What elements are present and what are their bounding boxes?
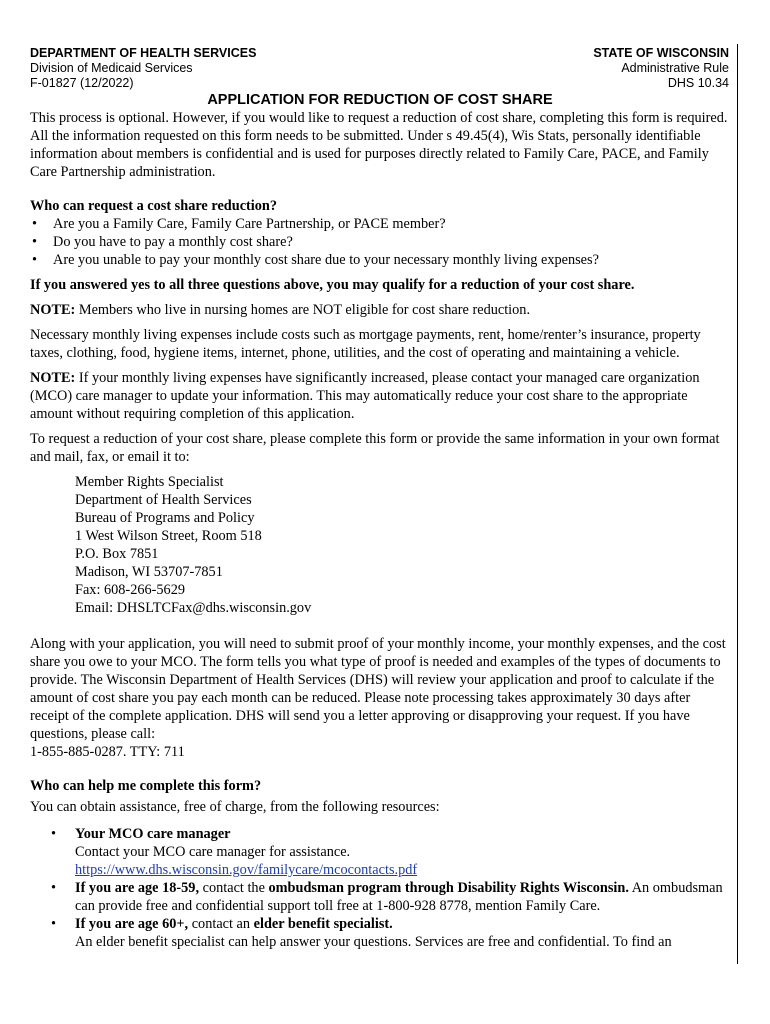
intro-paragraph: This process is optional. However, if you would like to request a reduction of cost share, completing this form is required. All the information requested on this form needs to be submitted. Under s 49.45(4), Wis Stats, personally identifiable information about members is confidential and is used for purposes directly related to Family Care, PACE, and Family Care Partnership administration. <box>30 110 728 180</box>
bullet-icon: • <box>32 216 38 232</box>
header-left <box>30 46 256 91</box>
list-item: • Are you unable to pay your monthly cost share due to your necessary monthly living expenses? <box>32 252 599 268</box>
bullet-icon: • <box>32 234 38 250</box>
bullet-icon: • <box>32 252 38 268</box>
help-intro: You can obtain assistance, free of charge, from the following resources: <box>30 799 440 815</box>
help-resources <box>30 825 730 951</box>
proof-paragraph: Along with your application, you will need to submit proof of your monthly income, your monthly expenses, and the cost share you owe to your MCO. The form tells you what type of proof is needed and examples of the types of documents to provide. The Wisconsin Department of Health Services (DHS) will review your application and proof to calculate if the amount of cost share you pay each month can be reduced. Please note processing takes approximately 30 days after receipt of the complete application. DHS will send you a letter approving or disapproving your request. If you have questions, please call: <box>30 636 726 742</box>
form-number: F-01827 (12/2022) <box>30 76 134 90</box>
list-item: • Are you a Family Care, Family Care Partnership, or PACE member? <box>32 216 446 232</box>
help-heading: Who can help me complete this form? <box>30 778 262 794</box>
document-body <box>30 109 730 951</box>
bullet-icon: • <box>51 880 57 896</box>
fax-number: Fax: 608-266-5629 <box>75 582 185 598</box>
division-name: Division of Medicaid Services <box>30 61 193 75</box>
resource-mco: • Your MCO care manager Contact your MCO care manager for assistance. https://www.dhs.wisconsin.gov/familycare/mcocontacts.pdf <box>51 826 418 878</box>
rule-label: Administrative Rule <box>621 61 729 75</box>
qualify-statement: If you answered yes to all three questions above, you may qualify for a reduction of your cost share. <box>30 277 635 293</box>
expenses-paragraph: Necessary monthly living expenses include costs such as mortgage payments, rent, home/renter’s insurance, property taxes, clothing, food, hygiene items, internet, phone, utilities, and the cost of operating and maintaining a vehicle. <box>30 327 701 361</box>
header-right <box>593 46 729 91</box>
note-nursing-homes: NOTE: Members who live in nursing homes are NOT eligible for cost share reduction. <box>30 302 531 318</box>
who-can-request-heading: Who can request a cost share reduction? <box>30 198 278 214</box>
list-item: • Do you have to pay a monthly cost share? <box>32 234 293 250</box>
phone-number: 1-855-885-0287. TTY: 711 <box>30 744 185 760</box>
bullet-icon: • <box>51 826 57 842</box>
email-address: Email: DHSLTCFax@dhs.wisconsin.gov <box>75 600 312 616</box>
eligibility-questions <box>30 215 730 269</box>
note-mco-update: NOTE: If your monthly living expenses have significantly increased, please contact your managed care organization (MCO) care manager to update your information. This may automatically reduce your cost share to the appropriate amount without requiring completion of this application. <box>30 370 700 422</box>
resource-elder: • If you are age 60+, contact an elder benefit specialist. An elder benefit specialist can help answer your questions. Services are free and confidential. To find an <box>51 916 672 950</box>
rule-number: DHS 10.34 <box>667 76 729 90</box>
mco-contacts-link[interactable]: https://www.dhs.wisconsin.gov/familycare/mcocontacts.pdf <box>75 862 418 878</box>
department-name: DEPARTMENT OF HEALTH SERVICES <box>30 46 257 60</box>
resource-ombudsman: • If you are age 18-59, contact the ombudsman program through Disability Rights Wisconsin. An ombudsman can provide free and confidential support toll free at 1-800-928 8778, mention Family Care. <box>51 880 723 914</box>
document-title: APPLICATION FOR REDUCTION OF COST SHARE <box>207 92 553 108</box>
request-paragraph: To request a reduction of your cost share, please complete this form or provide the same information in your own format and mail, fax, or email it to: <box>30 431 720 465</box>
mailing-address: Member Rights Specialist Department of Health Services Bureau of Programs and Policy 1 West Wilson Street, Room 518 P.O. Box 7851 Madison, WI 53707-7851 Fax: 608-266-5629 Email: DHSLTCFax@dhs.wisconsin.gov <box>75 473 730 617</box>
right-margin-rule <box>737 44 738 964</box>
bullet-icon: • <box>51 916 57 932</box>
state-name: STATE OF WISCONSIN <box>593 46 729 60</box>
